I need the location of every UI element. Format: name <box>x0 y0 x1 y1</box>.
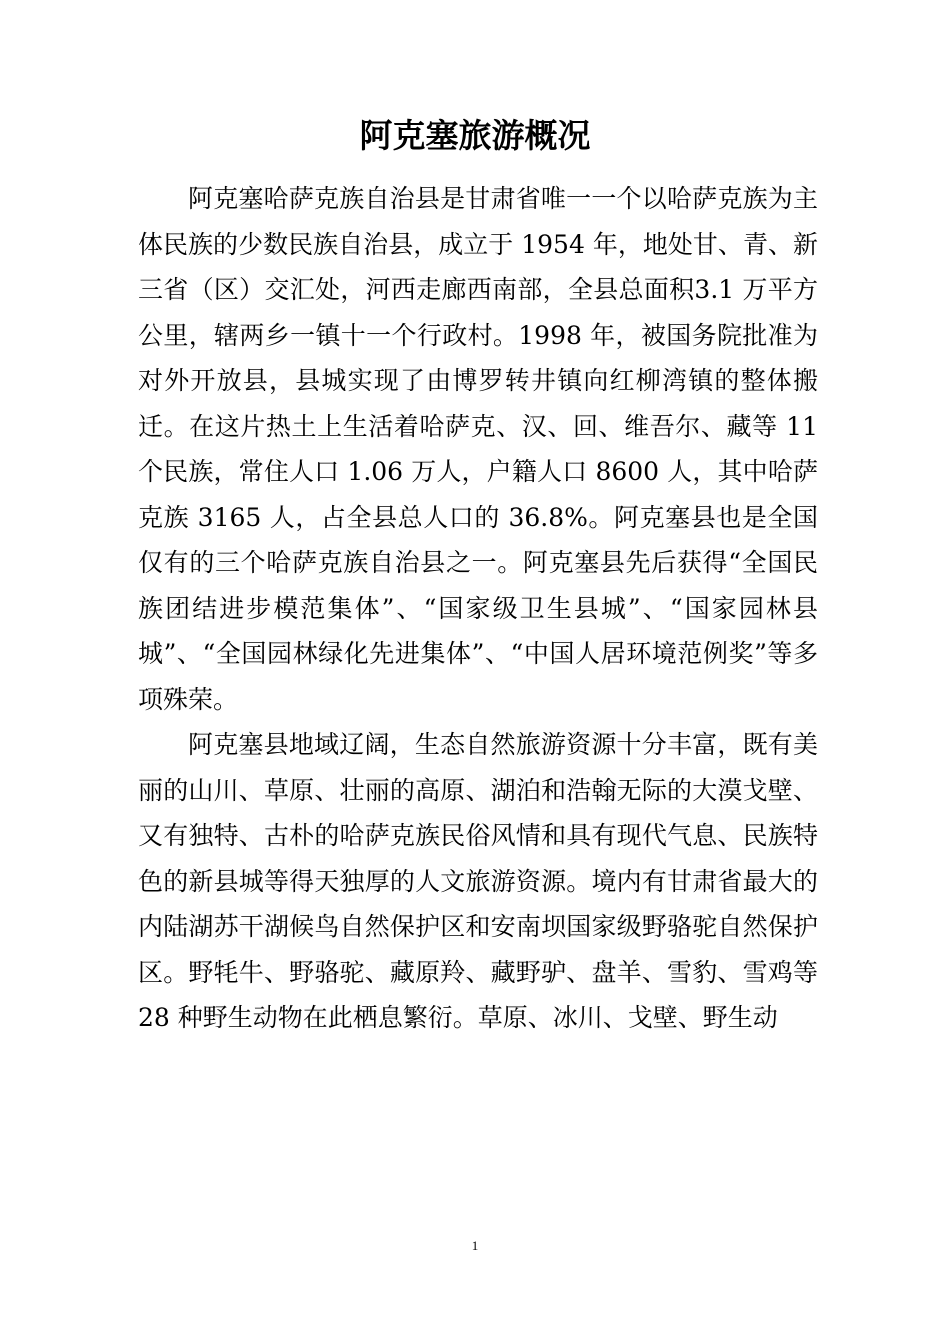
paragraph-tourism-resources: 阿克塞县地域辽阔，生态自然旅游资源十分丰富，既有美丽的山川、草原、壮丽的高原、湖泊和浩翰无际的大漠戈壁、又有独特、古朴的哈萨克族民俗风情和具有现代气息、民族特色的新县城等得天独厚的人文旅游资源。境内有甘肃省最大的内陆湖苏干湖候鸟自然保护区和安南坝国家级野骆驼自然保护区。野牦牛、野骆驼、藏原羚、藏野驴、盘羊、雪豹、雪鸡等 28 种野生动物在此栖息繁衍。草原、冰川、戈壁、野生动 <box>138 730 818 1032</box>
document-body <box>138 176 818 1041</box>
page-number: 1 <box>471 1238 479 1253</box>
document-title: 阿克塞旅游概况 <box>359 116 591 155</box>
paragraph-overview: 阿克塞哈萨克族自治县是甘肃省唯一一个以哈萨克族为主体民族的少数民族自治县，成立于 1954 年，地处甘、青、新三省（区）交汇处，河西走廊西南部，全县总面积3.1 万平方公里，辖两乡一镇十一个行政村。1998 年，被国务院批准为对外开放县，县城实现了由博罗转井镇向红柳湾镇的整体搬迁。在这片热土上生活着哈萨克、汉、回、维吾尔、藏等 11 个民族，常住人口 1.06 万人，户籍人口 8600 人，其中哈萨克族 3165 人，占全县总人口的 36.8%。阿克塞县也是全国仅有的三个哈萨克族自治县之一。阿克塞县先后获得“全国民族团结进步模范集体”、“国家级卫生县城”、“国家园林县城”、“全国园林绿化先进集体”、“中国人居环境范例奖”等多项殊荣。 <box>138 184 818 714</box>
